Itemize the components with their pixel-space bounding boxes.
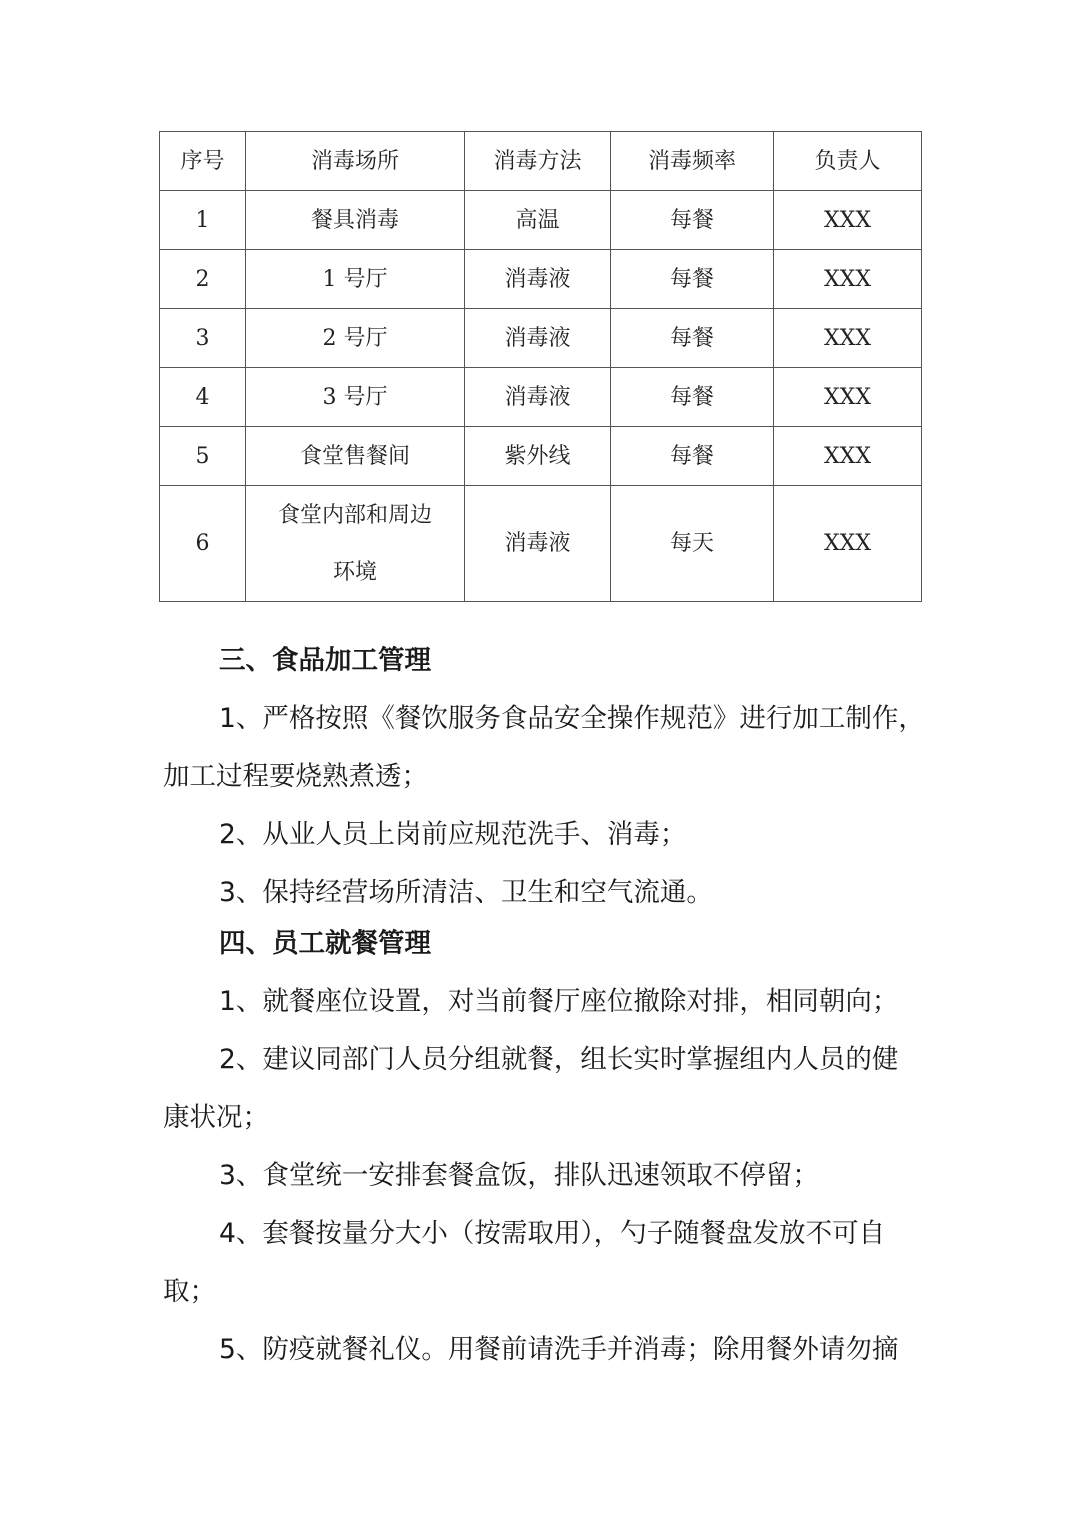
header-place: 消毒场所: [246, 132, 465, 191]
cell-responsible: XXX: [774, 368, 922, 427]
paragraph-line: 2、建议同部门人员分组就餐，组长实时掌握组内人员的健: [219, 1044, 899, 1075]
cell-place-line: 食堂内部和周边: [277, 502, 432, 528]
cell-method: 消毒液: [465, 309, 611, 368]
cell-index: 5: [160, 427, 246, 486]
paragraph-line: 取；: [163, 1276, 216, 1307]
section-4: [163, 915, 923, 1379]
cell-responsible: XXX: [774, 309, 922, 368]
header-responsible: 负责人: [774, 132, 922, 191]
cell-method: 紫外线: [465, 427, 611, 486]
cell-place: 餐具消毒: [246, 191, 465, 250]
header-frequency: 消毒频率: [611, 132, 774, 191]
table-row: [160, 486, 922, 602]
paragraph-line: 4、套餐按量分大小（按需取用），勺子随餐盘发放不可自: [219, 1218, 886, 1249]
header-method: 消毒方法: [465, 132, 611, 191]
cell-responsible: XXX: [774, 486, 922, 602]
paragraph-line: 2、从业人员上岗前应规范洗手、消毒；: [219, 819, 687, 850]
cell-method: 消毒液: [465, 368, 611, 427]
header-index: 序号: [160, 132, 246, 191]
cell-frequency: 每餐: [611, 427, 774, 486]
table-row: [160, 250, 922, 309]
paragraph-line: 加工过程要烧熟煮透；: [163, 761, 428, 792]
cell-index: 1: [160, 191, 246, 250]
table-row: [160, 368, 922, 427]
disinfection-table: [159, 131, 922, 602]
paragraph-line: 3、食堂统一安排套餐盒饭，排队迅速领取不停留；: [219, 1160, 819, 1191]
cell-frequency: 每餐: [611, 368, 774, 427]
cell-index: 3: [160, 309, 246, 368]
cell-frequency: 每餐: [611, 309, 774, 368]
cell-responsible: XXX: [774, 191, 922, 250]
section-heading: 四、员工就餐管理: [219, 928, 431, 959]
cell-responsible: XXX: [774, 427, 922, 486]
cell-frequency: 每餐: [611, 191, 774, 250]
cell-method: 消毒液: [465, 486, 611, 602]
cell-method: 消毒液: [465, 250, 611, 309]
cell-method: 高温: [465, 191, 611, 250]
section-3: [163, 632, 923, 922]
paragraph-line: 5、防疫就餐礼仪。用餐前请洗手并消毒；除用餐外请勿摘: [219, 1334, 899, 1365]
cell-place-line: 环境: [332, 559, 377, 585]
cell-frequency: 每餐: [611, 250, 774, 309]
section-heading: 三、食品加工管理: [219, 645, 431, 676]
cell-frequency: 每天: [611, 486, 774, 602]
cell-place: 2 号厅: [246, 309, 465, 368]
paragraph-line: 康状况；: [163, 1102, 269, 1133]
cell-place: [246, 486, 465, 602]
table-row: [160, 427, 922, 486]
paragraph-line: 1、就餐座位设置，对当前餐厅座位撤除对排，相同朝向；: [219, 986, 899, 1017]
cell-place: 食堂售餐间: [246, 427, 465, 486]
cell-index: 2: [160, 250, 246, 309]
paragraph-line: 3、保持经营场所清洁、卫生和空气流通。: [219, 877, 713, 908]
paragraph-line: 1、严格按照《餐饮服务食品安全操作规范》进行加工制作，: [219, 703, 925, 734]
table-row: [160, 309, 922, 368]
cell-responsible: XXX: [774, 250, 922, 309]
table-header-row: [160, 132, 922, 191]
cell-index: 4: [160, 368, 246, 427]
table-row: [160, 191, 922, 250]
cell-index: 6: [160, 486, 246, 602]
cell-place: 1 号厅: [246, 250, 465, 309]
cell-place: 3 号厅: [246, 368, 465, 427]
